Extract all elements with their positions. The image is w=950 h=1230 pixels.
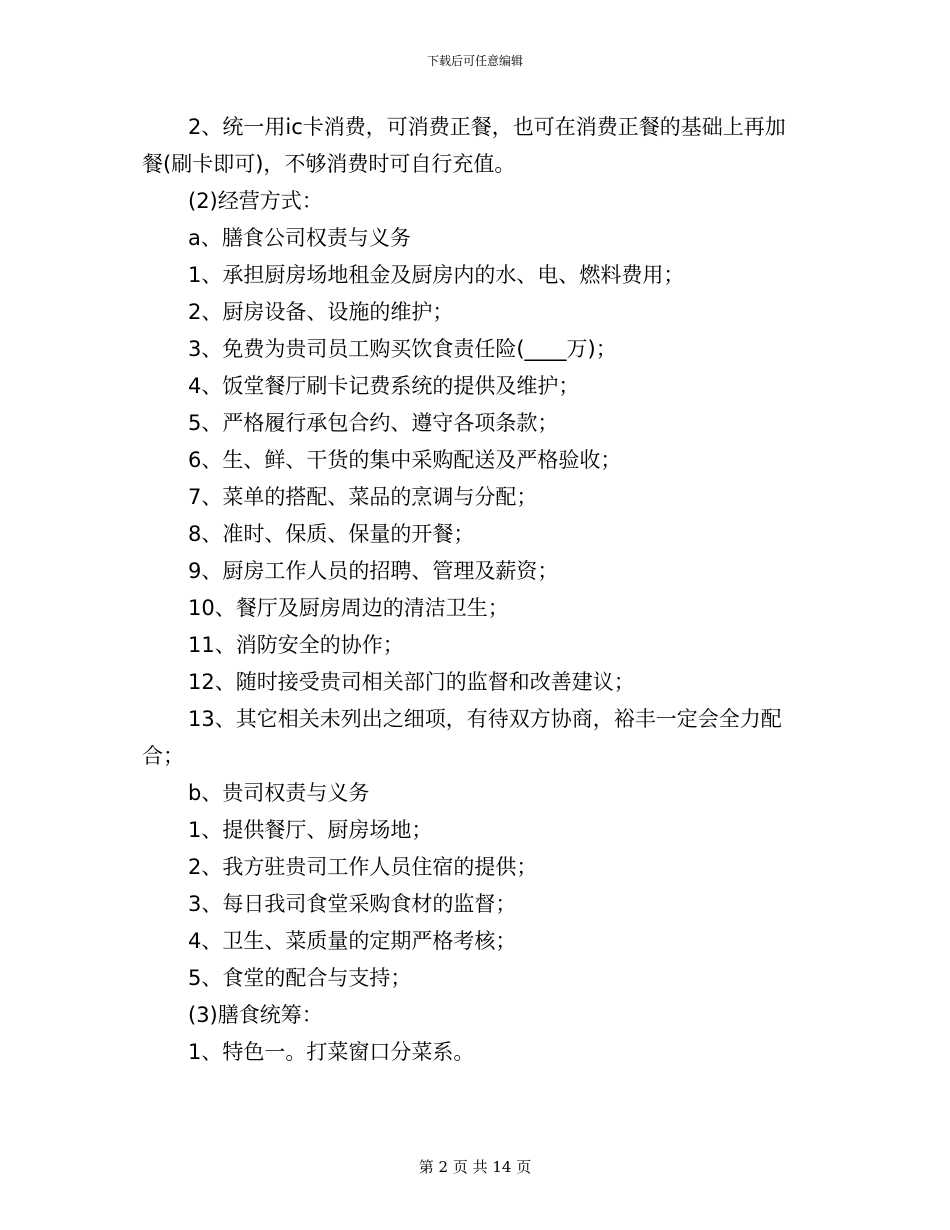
list-item: 8、准时、保质、保量的开餐； [188,522,475,546]
paragraph: 2、统一用ic卡消费，可消费正餐，也可在消费正餐的基础上再加餐(刷卡即可)，不够消费时可自行充值。 [142,115,786,176]
list-item: 3、每日我司食堂采购食材的监督； [188,892,517,916]
list-item: 5、食堂的配合与支持； [188,966,412,990]
list-item: 1、承担厨房场地租金及厨房内的水、电、燃料费用； [188,263,685,287]
subsection-heading: a、膳食公司权责与义务 [188,226,411,250]
list-item: 6、生、鲜、干货的集中采购配送及严格验收； [188,448,622,472]
section-heading: (3)膳食统筹： [188,1003,323,1027]
list-item: 1、特色一。打菜窗口分菜系。 [188,1040,475,1064]
list-item: 11、消防安全的协作； [188,633,404,657]
list-item: 9、厨房工作人员的招聘、管理及薪资； [188,559,559,583]
page-footer: 第 2 页 共 14 页 [418,1158,532,1176]
section-heading: (2)经营方式： [188,189,323,213]
list-item: 5、严格履行承包合约、遵守各项条款； [188,411,559,435]
list-item: 1、提供餐厅、厨房场地； [188,818,433,842]
list-item: 4、卫生、菜质量的定期严格考核； [188,929,517,953]
list-item: 2、我方驻贵司工作人员住宿的提供； [188,855,538,879]
list-item: 10、餐厅及厨房周边的清洁卫生； [188,596,509,620]
document-body [142,109,802,1071]
list-item: 4、饭堂餐厅刷卡记费系统的提供及维护； [188,374,580,398]
list-item: 3、免费为贵司员工购买饮食责任险(____万)； [188,337,617,361]
list-item: 2、厨房设备、设施的维护； [188,300,454,324]
list-item: 7、菜单的搭配、菜品的烹调与分配； [188,485,538,509]
list-item: 12、随时接受贵司相关部门的监督和改善建议； [188,670,635,694]
subsection-heading: b、贵司权责与义务 [188,781,370,805]
page-header: 下载后可任意编辑 [426,54,523,68]
list-item: 13、其它相关未列出之细项，有待双方协商，裕丰一定会全力配合； [142,707,782,768]
